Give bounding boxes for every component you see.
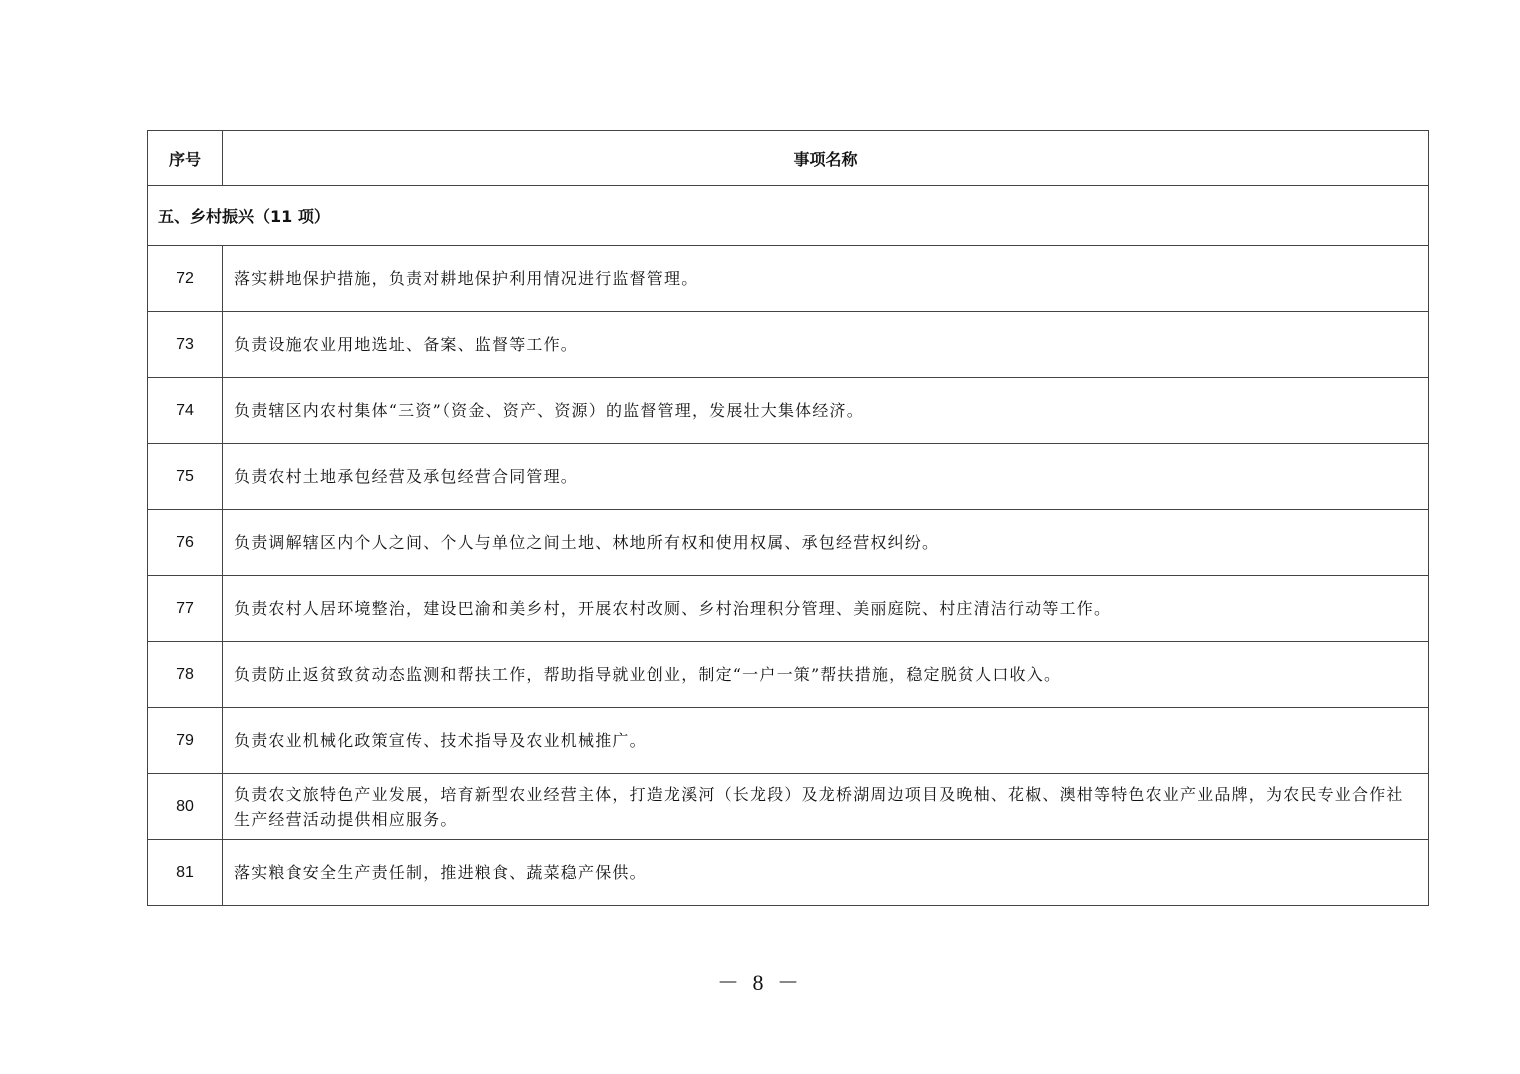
row-number: 76 [148, 510, 223, 576]
row-text: 负责农文旅特色产业发展，培育新型农业经营主体，打造龙溪河（长龙段）及龙桥湖周边项目及晚柚、花椒、澳柑等特色农业产业品牌，为农民专业合作社生产经营活动提供相应服务。 [223, 774, 1429, 840]
table-row [148, 708, 1429, 774]
row-number: 72 [148, 246, 223, 312]
table-row [148, 246, 1429, 312]
row-number: 77 [148, 576, 223, 642]
row-text: 负责调解辖区内个人之间、个人与单位之间土地、林地所有权和使用权属、承包经营权纠纷。 [223, 510, 1429, 576]
table-row [148, 576, 1429, 642]
page-number: － 8 － [716, 970, 803, 995]
table-row [148, 444, 1429, 510]
row-text: 负责防止返贫致贫动态监测和帮扶工作，帮助指导就业创业，制定“一户一策”帮扶措施，稳定脱贫人口收入。 [223, 642, 1429, 708]
section-row [148, 186, 1429, 246]
matters-table [147, 130, 1429, 906]
table-row [148, 840, 1429, 906]
row-text: 负责设施农业用地选址、备案、监督等工作。 [223, 312, 1429, 378]
row-text: 负责辖区内农村集体“三资”（资金、资产、资源）的监督管理，发展壮大集体经济。 [223, 378, 1429, 444]
row-text: 落实耕地保护措施，负责对耕地保护利用情况进行监督管理。 [223, 246, 1429, 312]
row-text: 负责农业机械化政策宣传、技术指导及农业机械推广。 [223, 708, 1429, 774]
row-number: 74 [148, 378, 223, 444]
row-number: 81 [148, 840, 223, 906]
row-text: 落实粮食安全生产责任制，推进粮食、蔬菜稳产保供。 [223, 840, 1429, 906]
header-number: 序号 [148, 131, 223, 186]
table-row [148, 510, 1429, 576]
row-number: 79 [148, 708, 223, 774]
row-text: 负责农村土地承包经营及承包经营合同管理。 [223, 444, 1429, 510]
table-row [148, 378, 1429, 444]
header-name: 事项名称 [223, 131, 1429, 186]
row-number: 73 [148, 312, 223, 378]
section-title: 五、乡村振兴（11 项） [148, 186, 1429, 246]
row-number: 78 [148, 642, 223, 708]
row-number: 75 [148, 444, 223, 510]
table-row [148, 774, 1429, 840]
table-row [148, 312, 1429, 378]
row-text: 负责农村人居环境整治，建设巴渝和美乡村，开展农村改厕、乡村治理积分管理、美丽庭院、村庄清洁行动等工作。 [223, 576, 1429, 642]
row-number: 80 [148, 774, 223, 840]
table-header-row [148, 131, 1429, 186]
table-row [148, 642, 1429, 708]
